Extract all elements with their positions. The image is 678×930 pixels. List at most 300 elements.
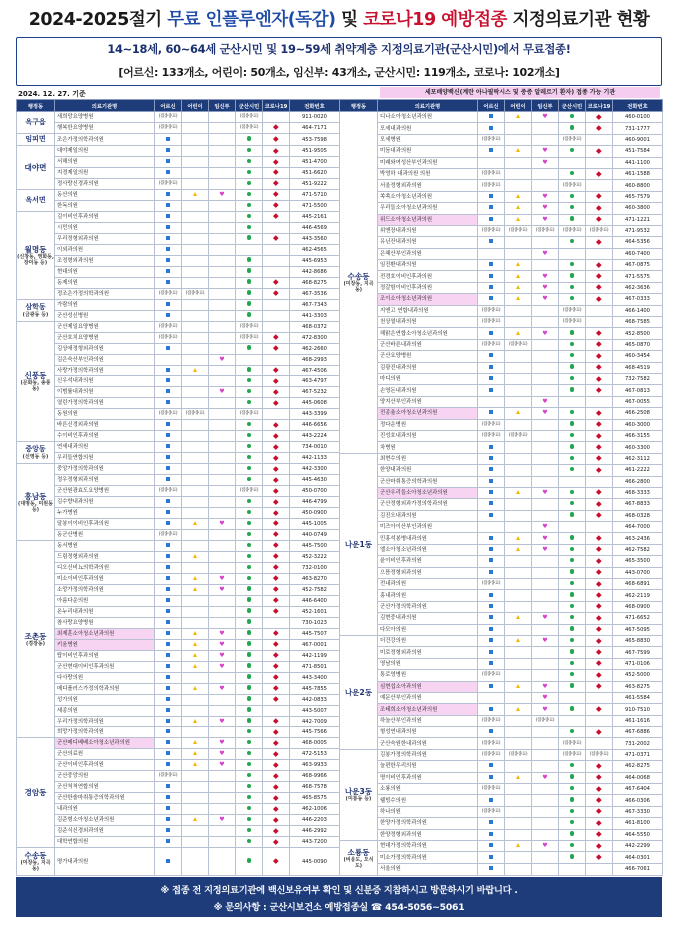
pregnant-cell — [209, 661, 236, 672]
elder-cell — [478, 476, 505, 487]
citizen-cell — [559, 806, 586, 817]
clinic-name: 대야제일의원 — [55, 146, 155, 157]
pregnant-cell — [209, 266, 236, 277]
summary-box — [16, 37, 662, 86]
citizen-cell — [559, 635, 586, 646]
child-cell — [505, 499, 532, 510]
pregnant-cell — [532, 624, 559, 635]
green-circle-icon — [570, 706, 574, 710]
covid-cell — [586, 180, 613, 191]
covid-cell — [263, 157, 290, 168]
blue-square-icon — [166, 708, 170, 712]
green-circle-icon — [247, 345, 251, 349]
pregnant-cell — [209, 683, 236, 694]
table-row — [340, 670, 663, 681]
table-row — [17, 211, 340, 222]
elder-cell — [478, 453, 505, 464]
red-diamond-icon — [273, 378, 278, 383]
yellow-triangle-icon — [193, 192, 197, 196]
blue-square-icon — [166, 565, 170, 569]
child-cell — [182, 595, 209, 606]
phone-number: 467-5095 — [613, 624, 663, 635]
table-header-row — [17, 100, 340, 112]
elder-cell — [478, 203, 505, 214]
table-row — [17, 606, 340, 617]
child-cell — [505, 362, 532, 373]
phone-number: 472-5153 — [290, 749, 340, 760]
elder-cell — [155, 244, 182, 255]
green-circle-icon — [247, 225, 251, 229]
clinic-name: 정다운병원 — [378, 419, 478, 430]
table-row — [17, 541, 340, 552]
district-cell — [17, 190, 55, 212]
covid-cell — [586, 784, 613, 795]
elder-cell — [155, 541, 182, 552]
citizen-cell — [559, 419, 586, 430]
table-row — [17, 694, 340, 705]
elder-cell — [155, 200, 182, 211]
elder-cell — [155, 617, 182, 628]
pregnant-cell — [209, 804, 236, 815]
clinic-name: 군산현대이비인후과의원 — [55, 661, 155, 672]
table-row — [17, 705, 340, 716]
clinic-name: 조태희소아청소년과의원 — [378, 704, 478, 715]
clinic-name: 군산메디베베소아청소년과의원 — [55, 738, 155, 749]
phone-number: 466-0306 — [613, 795, 663, 806]
phone-number: 460-0100 — [613, 112, 663, 123]
table-row — [17, 332, 340, 343]
clinic-name: 바른신경외과의원 — [55, 420, 155, 431]
citizen-cell — [236, 211, 263, 222]
child-cell — [505, 180, 532, 191]
district-cell — [17, 321, 55, 442]
covid-cell — [586, 613, 613, 624]
table-row — [17, 738, 340, 749]
covid-cell — [586, 271, 613, 282]
pregnant-cell — [532, 476, 559, 487]
phone-number: 464-7171 — [290, 122, 340, 133]
red-diamond-icon — [596, 194, 601, 199]
yellow-triangle-icon — [516, 285, 520, 289]
phone-number: 467-5232 — [290, 387, 340, 398]
clinic-name: 조은가정의학과의원 — [55, 133, 155, 145]
footer-contact: ※ 문의사항 : 군산시보건소 예방접종실 ☎ 454-5056~5061 — [213, 902, 465, 913]
citizen-cell — [559, 260, 586, 271]
covid-cell — [263, 146, 290, 157]
pregnant-cell — [532, 806, 559, 817]
citizen-cell — [236, 431, 263, 442]
clinic-name: 군산정형외과가정의학과의원 — [378, 499, 478, 510]
clinic-name: 군산숙원한내과의원 — [378, 738, 478, 749]
phone-number: 450-0900 — [290, 508, 340, 519]
table-row — [17, 146, 340, 157]
child-cell — [182, 826, 209, 837]
clinic-name: 소룡의원 — [378, 784, 478, 795]
blue-square-icon — [489, 558, 493, 562]
elder-cell — [155, 573, 182, 584]
clinic-name: 위앤장내과의원 — [378, 225, 478, 236]
citizen-cell — [236, 266, 263, 277]
table-row — [340, 248, 663, 259]
covid-cell — [263, 266, 290, 277]
phone-number: 468-6891 — [613, 579, 663, 590]
citizen-cell — [236, 826, 263, 837]
green-circle-icon — [570, 729, 574, 733]
green-circle-icon — [570, 433, 574, 437]
phone-number: 461-2222 — [613, 465, 663, 476]
yellow-triangle-icon — [516, 114, 520, 118]
blue-square-icon — [166, 247, 170, 251]
citizen-cell — [236, 584, 263, 595]
clinic-name: 참사랑요양병원 — [55, 617, 155, 628]
yellow-triangle-icon — [193, 554, 197, 558]
elder-cell — [155, 694, 182, 705]
red-diamond-icon — [596, 775, 601, 780]
blue-square-icon — [489, 456, 493, 460]
red-diamond-icon — [596, 558, 601, 563]
phone-number: 467-4506 — [290, 365, 340, 376]
clinic-name: 우리가정의학과의원 — [55, 716, 155, 727]
citizen-cell — [559, 203, 586, 214]
phone-number: 445-2161 — [290, 211, 340, 222]
pregnant-cell — [532, 635, 559, 646]
district-cell — [17, 133, 55, 145]
red-diamond-icon — [596, 216, 601, 221]
green-circle-icon — [570, 216, 574, 220]
pregnant-cell — [532, 294, 559, 305]
clinic-name: 디나소아청소년과의원 — [378, 112, 478, 123]
blue-square-icon — [166, 653, 170, 657]
district-cell — [340, 453, 378, 635]
citizen-cell — [236, 716, 263, 727]
covid-cell — [263, 398, 290, 409]
green-circle-icon — [570, 604, 574, 608]
table-row — [340, 806, 663, 817]
pregnant-cell — [209, 464, 236, 475]
table-row — [340, 761, 663, 772]
elder-cell — [478, 328, 505, 339]
title-and: 및 — [335, 10, 364, 30]
phone-number: 442-1133 — [290, 453, 340, 464]
column-header: 어르신 — [155, 100, 182, 112]
vaccination-ended-label: (접종종료) — [505, 749, 532, 760]
green-circle-icon — [247, 784, 251, 788]
clinic-name: 엘소아청소년과의원 — [378, 544, 478, 555]
pregnant-cell — [209, 771, 236, 782]
phone-number: 471-5500 — [290, 200, 340, 211]
elder-cell — [155, 683, 182, 694]
red-diamond-icon — [596, 763, 601, 768]
table-row — [340, 784, 663, 795]
pregnant-cell — [532, 727, 559, 738]
child-cell — [182, 354, 209, 365]
cell-culture-vaccine-note: 세포배양백신(계란 아나필락시스 및 중증 알레르기 환자) 접종 가능 기관 — [380, 87, 660, 98]
child-cell — [505, 635, 532, 646]
blue-square-icon — [166, 543, 170, 547]
table-row — [340, 328, 663, 339]
phone-number: 466-1400 — [613, 305, 663, 316]
citizen-cell — [559, 852, 586, 863]
green-circle-icon — [570, 820, 574, 824]
pink-heart-icon: ♥ — [542, 773, 548, 781]
yellow-triangle-icon — [193, 751, 197, 755]
clinic-name: 군산우리들소아청소년과의원 — [378, 487, 478, 498]
table-row — [17, 431, 340, 442]
red-diamond-icon — [273, 400, 278, 405]
table-row — [340, 191, 663, 202]
covid-cell — [263, 409, 290, 420]
green-circle-icon — [570, 114, 574, 118]
blue-square-icon — [489, 365, 493, 369]
table-row — [340, 613, 663, 624]
phone-number: 463-8275 — [613, 681, 663, 692]
table-row — [17, 639, 340, 650]
red-diamond-icon — [596, 661, 601, 666]
blue-square-icon — [166, 280, 170, 284]
table-row — [340, 704, 663, 715]
covid-cell — [586, 624, 613, 635]
phone-number: 452-3222 — [290, 551, 340, 562]
red-diamond-icon — [596, 569, 601, 574]
phone-number: 461-5584 — [613, 692, 663, 703]
green-circle-icon — [247, 532, 251, 536]
table-row — [340, 282, 663, 293]
covid-cell — [263, 804, 290, 815]
table-row — [340, 317, 663, 328]
clinic-name: 군산의료원 — [55, 749, 155, 760]
citizen-cell — [559, 544, 586, 555]
covid-cell — [586, 692, 613, 703]
citizen-cell — [236, 519, 263, 530]
table-row — [340, 134, 663, 145]
red-diamond-icon — [273, 652, 278, 657]
clinic-name: 은혜산부인과의원 — [378, 248, 478, 259]
covid-cell — [263, 321, 290, 332]
child-cell — [182, 705, 209, 716]
vaccination-ended-label: (접종종료) — [478, 738, 505, 749]
red-diamond-icon — [596, 205, 601, 210]
red-diamond-icon — [596, 581, 601, 586]
phone-number: 472-8300 — [290, 332, 340, 343]
elder-cell — [478, 544, 505, 555]
table-row — [340, 271, 663, 282]
page-title — [0, 6, 678, 34]
yellow-triangle-icon — [193, 642, 197, 646]
child-cell — [182, 343, 209, 354]
pregnant-cell — [532, 214, 559, 225]
pregnant-cell — [532, 590, 559, 601]
red-diamond-icon — [273, 565, 278, 570]
child-cell — [505, 442, 532, 453]
elder-cell — [478, 146, 505, 157]
blue-square-icon — [166, 784, 170, 788]
clinic-name: 지앤고 연합내과의원 — [378, 305, 478, 316]
red-diamond-icon — [596, 296, 601, 301]
vaccination-ended-label: (접종종료) — [478, 317, 505, 328]
child-cell — [182, 661, 209, 672]
elder-cell — [155, 398, 182, 409]
green-circle-icon — [247, 608, 251, 612]
pregnant-cell — [209, 738, 236, 749]
table-row — [17, 826, 340, 837]
blue-square-icon — [166, 859, 170, 863]
citizen-cell — [236, 442, 263, 453]
blue-square-icon — [166, 455, 170, 459]
clinic-name: 윤이비인후과의원 — [378, 556, 478, 567]
pregnant-cell — [209, 222, 236, 233]
pregnant-cell — [209, 398, 236, 409]
elder-cell — [155, 826, 182, 837]
child-cell — [505, 795, 532, 806]
phone-number: 445-7855 — [290, 683, 340, 694]
child-cell — [182, 122, 209, 133]
clinic-name: 김이비인후과의원 — [55, 211, 155, 222]
yellow-triangle-icon — [193, 719, 197, 723]
pregnant-cell — [209, 190, 236, 201]
table-row — [340, 351, 663, 362]
district-cell — [17, 299, 55, 321]
blue-square-icon — [166, 302, 170, 306]
pregnant-cell — [532, 544, 559, 555]
vaccination-ended-label: (접종종료) — [478, 168, 505, 179]
red-diamond-icon — [273, 477, 278, 482]
child-cell — [182, 376, 209, 387]
clinic-name: 손영돈내과의원 — [378, 385, 478, 396]
covid-cell — [263, 475, 290, 486]
district-name: 수송동 — [347, 271, 370, 281]
elder-cell — [155, 760, 182, 771]
pregnant-cell — [532, 818, 559, 829]
facility-counts: [어르신: 133개소, 어린이: 50개소, 임신부: 43개소, 군산시민: 119개소, 코로나: 102개소] — [118, 66, 560, 79]
child-cell — [182, 387, 209, 398]
phone-number: 452-8500 — [613, 328, 663, 339]
clinic-name: 늘편한우리의원 — [378, 761, 478, 772]
citizen-cell — [559, 681, 586, 692]
child-cell — [182, 716, 209, 727]
citizen-cell — [559, 373, 586, 384]
citizen-cell — [559, 658, 586, 669]
elder-cell — [155, 133, 182, 145]
covid-cell — [586, 806, 613, 817]
clinic-name: 위드소아청소년과의원 — [378, 214, 478, 225]
phone-number: 442-0833 — [290, 694, 340, 705]
covid-cell — [586, 408, 613, 419]
child-cell — [505, 613, 532, 624]
covid-cell — [586, 601, 613, 612]
covid-cell — [586, 237, 613, 248]
blue-square-icon — [166, 631, 170, 635]
pregnant-cell — [209, 354, 236, 365]
table-row — [17, 222, 340, 233]
elder-cell — [478, 533, 505, 544]
citizen-cell — [236, 190, 263, 201]
green-circle-icon — [247, 554, 251, 558]
district-cell — [17, 848, 55, 876]
elder-cell — [478, 852, 505, 863]
red-diamond-icon — [596, 273, 601, 278]
blue-square-icon — [166, 225, 170, 229]
child-cell — [182, 398, 209, 409]
pregnant-cell — [209, 782, 236, 793]
clinic-name: 연세내과의원 — [55, 442, 155, 453]
child-cell — [182, 562, 209, 573]
blue-square-icon — [489, 148, 493, 152]
pink-heart-icon: ♥ — [219, 739, 225, 747]
covid-cell — [586, 715, 613, 726]
green-circle-icon — [247, 641, 251, 645]
clinic-name: 우리들소아청소년과의원 — [378, 203, 478, 214]
child-cell — [505, 761, 532, 772]
blue-square-icon — [166, 675, 170, 679]
table-row — [340, 635, 663, 646]
phone-number: 468-8275 — [290, 277, 340, 288]
covid-cell — [263, 837, 290, 848]
covid-cell — [263, 815, 290, 826]
citizen-cell — [559, 430, 586, 441]
child-cell — [505, 294, 532, 305]
table-row — [340, 681, 663, 692]
yellow-triangle-icon — [193, 817, 197, 821]
elder-cell — [155, 266, 182, 277]
child-cell — [505, 214, 532, 225]
pregnant-cell — [209, 122, 236, 133]
blue-square-icon — [166, 214, 170, 218]
phone-number: 453-7598 — [290, 133, 340, 145]
phone-number: 468-0900 — [613, 601, 663, 612]
covid-cell — [263, 310, 290, 321]
yellow-triangle-icon — [193, 631, 197, 635]
pregnant-cell — [532, 442, 559, 453]
citizen-cell — [236, 606, 263, 617]
vaccination-ended-label: (접종종료) — [182, 288, 209, 299]
district-subareas: (경장동) — [25, 640, 46, 647]
blue-square-icon — [489, 820, 493, 824]
pregnant-cell — [209, 321, 236, 332]
child-cell — [182, 157, 209, 168]
pregnant-cell — [532, 373, 559, 384]
green-circle-icon — [570, 638, 574, 642]
green-circle-icon — [570, 786, 574, 790]
blue-square-icon — [166, 400, 170, 404]
citizen-cell — [236, 837, 263, 848]
red-diamond-icon — [273, 674, 278, 679]
phone-number: 462-3112 — [613, 453, 663, 464]
phone-number: 468-2993 — [290, 354, 340, 365]
elder-cell — [478, 818, 505, 829]
child-cell — [182, 244, 209, 255]
vaccination-ended-label: (접종종료) — [505, 339, 532, 350]
yellow-triangle-icon — [193, 686, 197, 690]
covid-cell — [263, 211, 290, 222]
district-name: 옥서면 — [25, 195, 46, 204]
clinic-name: 형성연내과의원 — [378, 727, 478, 738]
table-row — [17, 266, 340, 277]
table-row — [17, 551, 340, 562]
covid-cell — [263, 551, 290, 562]
blue-square-icon — [166, 477, 170, 481]
vaccination-ended-label: (접종종료) — [478, 134, 505, 145]
table-row — [17, 200, 340, 211]
table-row — [17, 760, 340, 771]
blue-square-icon — [489, 627, 493, 631]
blue-square-icon — [489, 410, 493, 414]
child-cell — [505, 533, 532, 544]
elder-cell — [478, 385, 505, 396]
clinic-name: 동산의원 — [55, 190, 155, 201]
table-row — [17, 398, 340, 409]
table-row — [340, 146, 663, 157]
yellow-triangle-icon — [193, 762, 197, 766]
